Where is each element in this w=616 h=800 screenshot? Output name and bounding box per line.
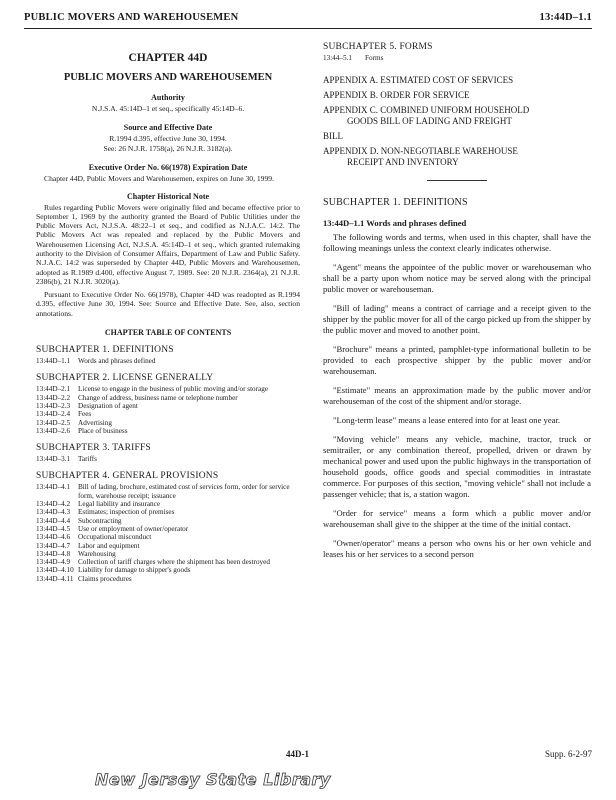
toc-subchapter-title: SUBCHAPTER 4. GENERAL PROVISIONS: [36, 471, 219, 482]
toc-item[interactable]: 13:44D–1.1 Words and phrases defined: [36, 357, 156, 366]
toc-item[interactable]: 13:44–5.1 Forms: [323, 54, 384, 62]
section-title: 13:44D–1.1 Words and phrases defined: [323, 218, 467, 229]
subchapter-heading: SUBCHAPTER 1. DEFINITIONS: [323, 197, 468, 209]
definition-paragraph: "Agent" means the appointee of the public mover or warehouseman who shall be a party upon whom notice may be served along with the principal public mover or warehouseman.: [323, 262, 591, 295]
toc-item[interactable]: 13:44D–2.5 Advertising: [36, 418, 112, 427]
toc-item[interactable]: 13:44D–4.7 Labor and equipment: [36, 541, 140, 550]
appendix-c[interactable]: APPENDIX C. COMBINED UNIFORM HOUSEHOLD GOODS BILL OF LADING AND FREIGHT: [323, 105, 530, 127]
header-title: PUBLIC MOVERS AND WAREHOUSEMEN: [24, 12, 239, 23]
toc-subchapter-title: SUBCHAPTER 3. TARIFFS: [36, 443, 151, 454]
toc-item[interactable]: 13:44D–4.9 Collection of tariff charges where the shipment has been destroyed: [36, 558, 270, 567]
toc-item[interactable]: 13:44D–2.4 Fees: [36, 410, 92, 419]
definition-paragraph: "Brochure" means a printed, pamphlet-type informational bulletin to be provided to each prospective shipper by the public mover and/or warehouseman.: [323, 344, 591, 377]
running-header: [24, 12, 592, 23]
header-section-number: 13:44D–1.1: [539, 12, 592, 23]
toc-item[interactable]: 13:44D–4.2 Legal liability and insurance: [36, 500, 161, 509]
section-divider: [427, 180, 487, 181]
toc-item[interactable]: 13:44D–2.1 License to engage in the business of public moving and/or storage: [36, 385, 269, 394]
source-line-1: R.1994 d.395, effective June 30, 1994.: [109, 134, 227, 144]
history-heading: Chapter Historical Note: [126, 191, 210, 201]
toc-item[interactable]: 13:44D–2.3 Designation of agent: [36, 401, 138, 410]
appendix-b[interactable]: APPENDIX B. ORDER FOR SERVICE: [323, 90, 470, 101]
definition-paragraph: "Bill of lading" means a contract of carriage and a receipt given to the shipper by the public mover for all of the cargo picked up from the shipper by the public mover and moved to another point.: [323, 303, 591, 336]
toc-item[interactable]: 13:44D–2.6 Place of business: [36, 426, 128, 435]
definition-paragraph: "Owner/operator" means a person who owns his or her own vehicle and leases his or her services to a second person: [323, 538, 591, 560]
authority-text: N.J.S.A. 45:14D–1 et seq., specifically 45:14D–6.: [91, 104, 245, 113]
history-paragraph-1: Rules regarding Public Movers were originally filed and became effective prior to September 1, 1969 by the authority granted the Board of Public Utilities under the Public Movers Act, N.J.S.A. 48:22–1 et seq., and codified as N.J.A.C. 14:2. The Public Movers Act was repealed and replaced by the Public Movers and Warehousemen Licensing Act, N.J.S.A. 45:14D–1 et seq., which granted rulemaking authority to the Division of Consumer Affairs, Department of Law and Public Safety. N.J.A.C. 14:2 was superseded by Chapter 44D, Public Movers and Warehousemen, adopted as R.1989 d.400, effective August 7, 1989. See: 20 N.J.R. 2364(a), 21 N.J.R. 2386(b), 21 N.J.R. 3020(a).: [36, 202, 300, 286]
toc-subchapter-title: SUBCHAPTER 5. FORMS: [323, 42, 433, 52]
toc-item[interactable]: 13:44D–4.6 Occupational misconduct: [36, 533, 152, 542]
library-stamp: New Jersey State Library: [95, 770, 331, 789]
toc-subchapter-title: SUBCHAPTER 2. LICENSE GENERALLY: [36, 373, 214, 384]
definition-paragraph: "Moving vehicle" means any vehicle, machine, tractor, truck or semitrailer, or any combination thereof, propelled, driven or drawn by mechanical power and used upon the public highways in the transportation of household goods, office goods and special commodities in intrastate commerce. For purposes of this section, "moving vehicle" shall not include a passenger vehicle; that is, a station wagon.: [323, 434, 591, 500]
definition-paragraph: The following words and terms, when used in this chapter, shall have the following meanings unless the context clearly indicates otherwise.: [323, 232, 591, 254]
definition-paragraph: "Estimate" means an approximation made by the public mover and/or warehouseman of the cost of the shipment and/or storage.: [323, 385, 591, 407]
toc-item[interactable]: 13:44D–4.11 Claims procedures: [36, 574, 132, 583]
executive-order-heading: Executive Order No. 66(1978) Expiration Date: [88, 163, 248, 173]
left-column: [36, 52, 300, 583]
executive-order-text: Chapter 44D, Public Movers and Warehousemen, expires on June 30, 1999.: [44, 174, 274, 184]
header-rule: [24, 28, 592, 29]
toc-item[interactable]: 13:44D–4.1 Bill of lading, brochure, estimated cost of services form, order for service form, warehouse receipt; issuance: [36, 483, 290, 500]
definition-paragraph: "Long-term lease" means a lease entered into for at least one year.: [333, 415, 561, 426]
toc-item[interactable]: 13:44D–4.4 Subcontracting: [36, 516, 122, 525]
toc: [36, 345, 300, 583]
toc-item[interactable]: 13:44D–4.8 Warehousing: [36, 549, 116, 558]
toc-item[interactable]: 13:44D–4.5 Use or employment of owner/operator: [36, 524, 189, 533]
authority-heading: Authority: [151, 93, 185, 102]
chapter-number: CHAPTER 44D: [128, 52, 208, 64]
history-paragraph-2: Pursuant to Executive Order No. 66(1978), Chapter 44D was readopted as R.1994 d.395, effective June 30, 1994. See: Source and Effective Date. See, also, section annotations.: [36, 290, 300, 318]
source-heading: Source and Effective Date: [123, 123, 213, 133]
toc-item[interactable]: 13:44D–4.10 Liability for damage to shipper's goods: [36, 566, 191, 575]
toc-subchapter-title: SUBCHAPTER 1. DEFINITIONS: [36, 345, 174, 356]
chapter-title: PUBLIC MOVERS AND WAREHOUSEMEN: [63, 72, 273, 83]
toc-item[interactable]: 13:44D–2.2 Change of address, business name or telephone number: [36, 393, 238, 402]
toc-item[interactable]: 13:44D–3.1 Tariffs: [36, 455, 97, 464]
toc-heading: CHAPTER TABLE OF CONTENTS: [104, 328, 232, 338]
right-column: [323, 42, 591, 568]
appendix-a[interactable]: APPENDIX A. ESTIMATED COST OF SERVICES: [323, 75, 514, 86]
page-number: 44D-1: [286, 749, 309, 759]
supplement-date: Supp. 6-2-97: [545, 749, 592, 759]
source-line-2: See: 26 N.J.R. 1758(a), 26 N.J.R. 3182(a).: [103, 143, 233, 153]
definition-paragraph: "Order for service" means a form which a public mover and/or warehouseman shall give to the shipper at the time of the initial contact.: [323, 508, 591, 530]
toc-item[interactable]: 13:44D–4.3 Estimates; inspection of premises: [36, 508, 175, 517]
appendix-c-continued: BILL: [323, 131, 343, 142]
appendix-d[interactable]: APPENDIX D. NON-NEGOTIABLE WAREHOUSE RECEIPT AND INVENTORY: [323, 146, 518, 168]
